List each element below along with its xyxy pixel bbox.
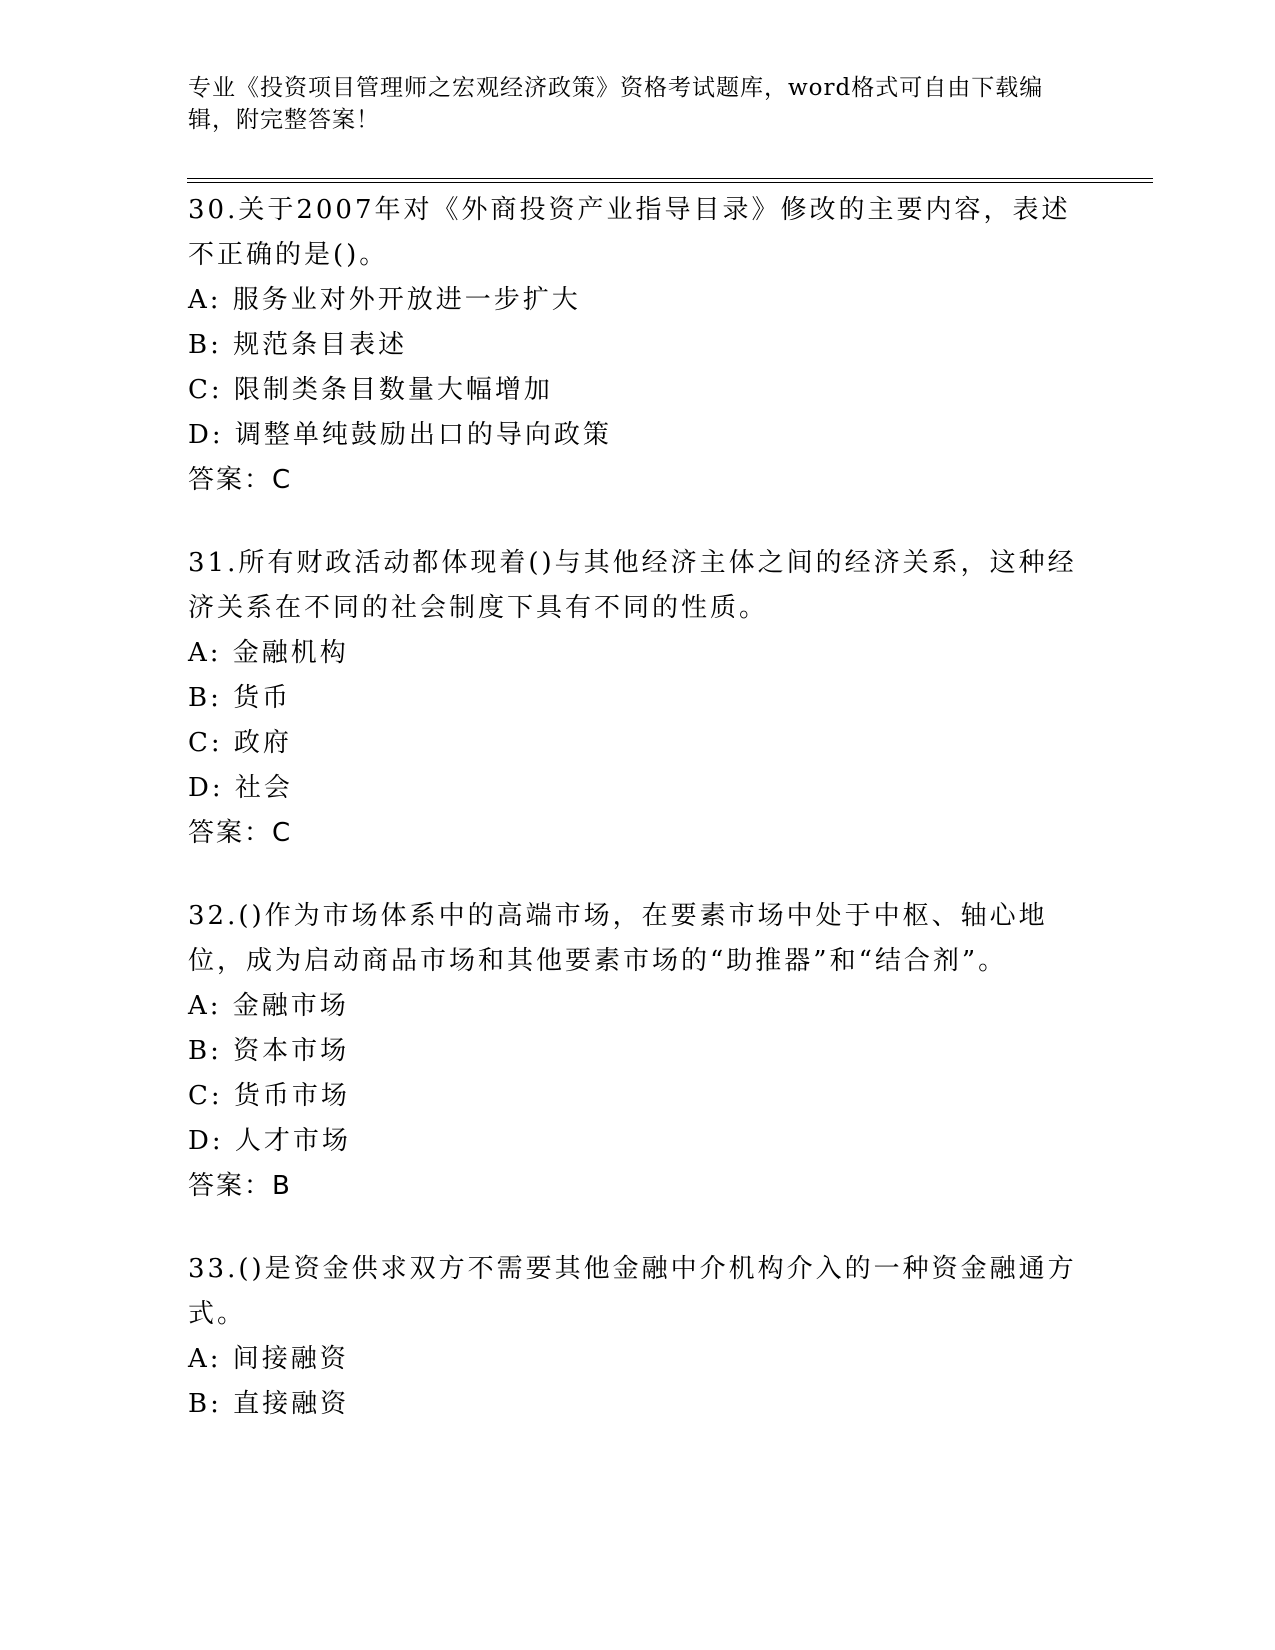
option-b: B: 直接融资	[188, 1389, 350, 1419]
answer-line: 答案：C	[188, 465, 293, 495]
option-a: A: 金融市场	[188, 991, 349, 1021]
option-c: C: 货币市场	[188, 1081, 350, 1111]
header-text: 专业《投资项目管理师之宏观经济政策》资格考试题库，word格式可自由下载编辑，附完整答案！	[188, 75, 1044, 133]
option-b: B: 规范条目表述	[188, 330, 408, 360]
option-d: D: 社会	[188, 773, 293, 803]
question-33	[188, 1247, 1088, 1427]
option-a: A: 间接融资	[188, 1344, 349, 1374]
option-c: C: 限制类条目数量大幅增加	[188, 375, 553, 405]
question-stem: 32.()作为市场体系中的高端市场，在要素市场中处于中枢、轴心地位，成为启动商品市场和其他要素市场的“助推器”和“结合剂”。	[188, 901, 1048, 976]
question-stem: 30.关于2007年对《外商投资产业指导目录》修改的主要内容，表述不正确的是()。	[188, 195, 1071, 270]
option-a: A: 服务业对外开放进一步扩大	[188, 285, 581, 315]
option-a: A: 金融机构	[188, 638, 349, 668]
option-c: C: 政府	[188, 728, 292, 758]
question-stem: 31.所有财政活动都体现着()与其他经济主体之间的经济关系，这种经济关系在不同的社会制度下具有不同的性质。	[188, 548, 1077, 623]
answer-line: 答案：C	[188, 818, 293, 848]
document-header	[188, 72, 1068, 136]
header-divider	[187, 178, 1153, 183]
question-31	[188, 541, 1088, 856]
option-b: B: 资本市场	[188, 1036, 350, 1066]
question-32	[188, 894, 1088, 1209]
question-stem: 33.()是资金供求双方不需要其他金融中介机构介入的一种资金融通方式。	[188, 1254, 1077, 1329]
answer-line: 答案：B	[188, 1171, 292, 1201]
question-list	[188, 188, 1088, 1465]
option-b: B: 货币	[188, 683, 292, 713]
question-30	[188, 188, 1088, 503]
option-d: D: 人才市场	[188, 1126, 351, 1156]
option-d: D: 调整单纯鼓励出口的导向政策	[188, 420, 612, 450]
